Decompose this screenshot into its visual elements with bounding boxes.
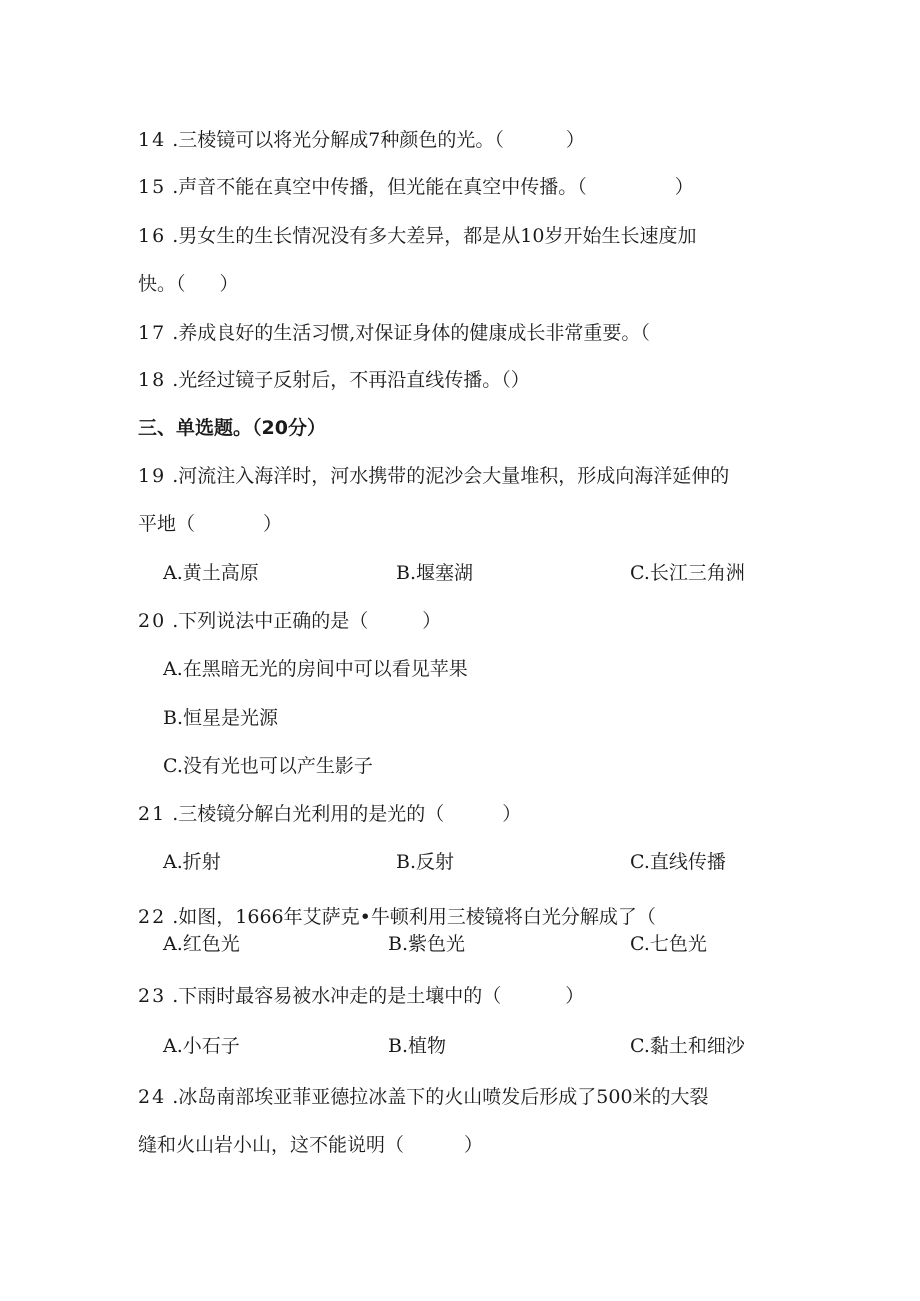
question-text: .下雨时最容易被水冲走的是土壤中的（ [172, 985, 502, 1007]
answer-paren-close: ） [502, 803, 522, 825]
question-number: 18 [138, 369, 167, 391]
question-22 [138, 905, 656, 929]
question-text-continued: 平地（ [138, 513, 196, 535]
question-text: .如图，1666年艾萨克•牛顿利用三棱镜将白光分解成了（ [172, 906, 656, 928]
option-b[interactable]: B.植物 [388, 1035, 447, 1057]
question-text: .下列说法中正确的是（ [172, 610, 369, 632]
answer-paren-close: ） [565, 129, 585, 151]
question-number: 15 [138, 176, 167, 198]
option-a[interactable]: A.黄土高原 [163, 562, 259, 584]
question-17 [138, 321, 650, 345]
answer-paren-close: ） [565, 985, 585, 1007]
question-16 [138, 224, 696, 248]
option-c[interactable]: C.直线传播 [630, 851, 726, 873]
option-c[interactable]: C.长江三角洲 [630, 562, 745, 584]
option-b[interactable]: B.反射 [396, 851, 455, 873]
option-c[interactable]: C.七色光 [630, 933, 707, 955]
answer-paren-close: ） [464, 1134, 484, 1156]
question-text: .光经过镜子反射后，不再沿直线传播。（） [172, 369, 530, 391]
answer-paren-close: ） [422, 610, 442, 632]
question-text: .冰岛南部埃亚菲亚德拉冰盖下的火山喷发后形成了500米的大裂 [172, 1086, 709, 1108]
question-number: 19 [138, 465, 167, 487]
question-number: 16 [138, 225, 167, 247]
option-b[interactable]: B.恒星是光源 [163, 707, 279, 729]
question-number: 20 [138, 610, 167, 632]
question-number: 23 [138, 985, 167, 1007]
question-text: .河流注入海洋时，河水携带的泥沙会大量堆积，形成向海洋延伸的 [172, 465, 730, 487]
question-16-continued [138, 272, 239, 296]
option-c[interactable]: C.黏土和细沙 [630, 1035, 745, 1057]
question-19-continued [138, 512, 282, 536]
question-14 [138, 128, 585, 152]
question-text: .养成良好的生活习惯,对保证身体的健康成长非常重要。（ [172, 322, 650, 344]
answer-paren-close: ） [263, 513, 283, 535]
question-24 [138, 1085, 709, 1109]
question-number: 14 [138, 129, 167, 151]
answer-paren-close: ） [674, 176, 694, 198]
question-text: .声音不能在真空中传播，但光能在真空中传播。（ [172, 176, 587, 198]
question-number: 17 [138, 322, 167, 344]
answer-paren-close: ） [219, 273, 239, 295]
question-18 [138, 368, 530, 392]
section-heading: 三、单选题。（20分） [138, 417, 326, 439]
question-number: 21 [138, 803, 167, 825]
question-text-continued: 缝和火山岩小山，这不能说明（ [138, 1134, 405, 1156]
option-b[interactable]: B.紫色光 [388, 933, 466, 955]
question-20 [138, 609, 441, 633]
option-a[interactable]: A.在黑暗无光的房间中可以看见苹果 [163, 658, 468, 680]
option-a[interactable]: A.小石子 [163, 1035, 240, 1057]
question-21 [138, 802, 521, 826]
question-text-continued: 快。（ [138, 273, 186, 295]
question-text: .三棱镜可以将光分解成7种颜色的光。（ [172, 129, 504, 151]
question-number: 22 [138, 906, 167, 928]
option-a[interactable]: A.红色光 [163, 933, 240, 955]
question-text: .男女生的生长情况没有多大差异，都是从10岁开始生长速度加 [172, 225, 697, 247]
option-a[interactable]: A.折射 [163, 851, 221, 873]
question-text: .三棱镜分解白光利用的是光的（ [172, 803, 445, 825]
question-15 [138, 175, 694, 199]
question-23 [138, 984, 584, 1008]
question-19 [138, 464, 729, 488]
question-number: 24 [138, 1086, 167, 1108]
option-b[interactable]: B.堰塞湖 [396, 562, 474, 584]
option-c[interactable]: C.没有光也可以产生影子 [163, 755, 373, 777]
question-24-continued [138, 1133, 483, 1157]
